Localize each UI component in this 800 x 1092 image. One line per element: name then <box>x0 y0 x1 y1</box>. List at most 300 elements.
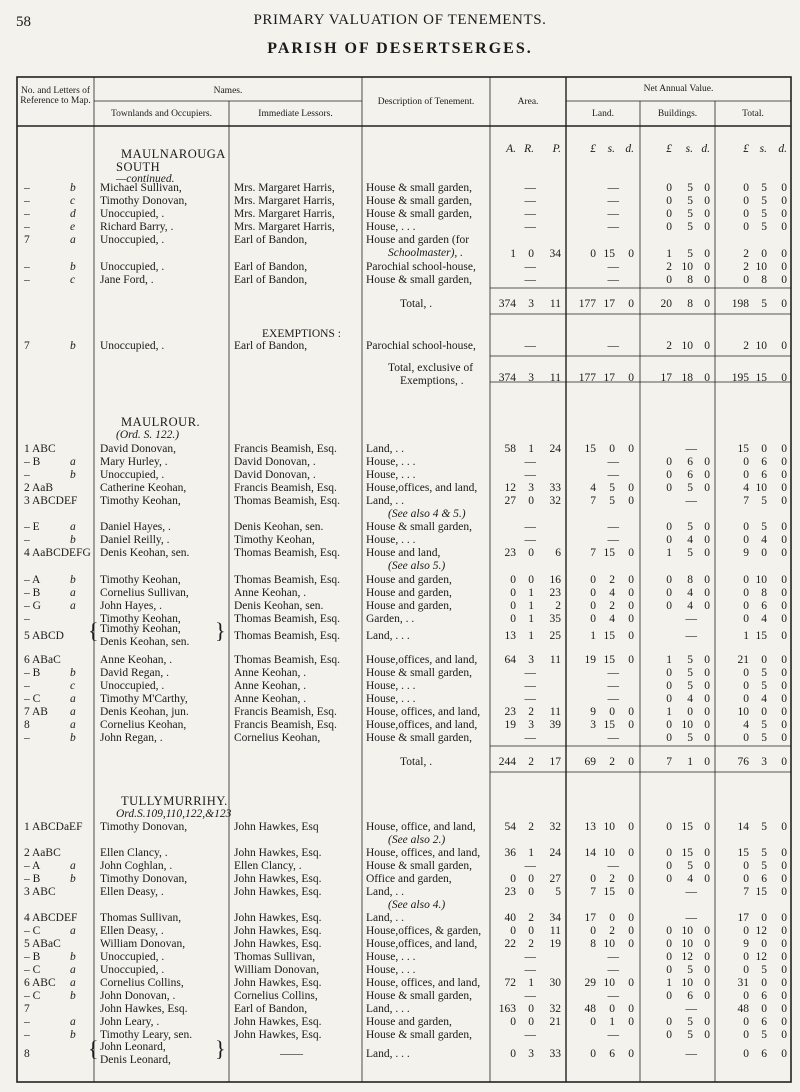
cell-land-1: 0 <box>609 706 615 718</box>
cell-land-2: 0 <box>628 443 634 455</box>
cell-bld-2: 0 <box>704 456 710 468</box>
cell-land-1: 0 <box>609 1003 615 1015</box>
cell-bld-0: 0 <box>666 600 672 612</box>
cell-land-1: 2 <box>609 873 615 885</box>
page-number: 58 <box>16 14 31 30</box>
townland-subline: Ord.S.109,110,122,&123 <box>116 808 232 820</box>
cell-bld-1: 5 <box>687 482 693 494</box>
tenement-description: House and garden (for <box>366 234 470 246</box>
cell-land-0: 7 <box>590 495 596 507</box>
cell-bld-2: 0 <box>704 221 710 233</box>
cell-tot-1: 0 <box>761 977 767 989</box>
cell-bld-0: 0 <box>666 274 672 286</box>
cell-tot-0: 0 <box>743 680 749 692</box>
cell-land-2: 0 <box>628 756 634 768</box>
occupier-name: Mary Hurley, . <box>100 456 168 468</box>
map-letter: b <box>70 732 76 744</box>
map-reference: 3 ABC <box>24 886 56 898</box>
cell-land-2: 0 <box>628 587 634 599</box>
tenement-description: House & small garden, <box>366 182 473 194</box>
cell-bld-1: 4 <box>687 693 693 705</box>
immediate-lessor: David Donovan, . <box>234 469 316 481</box>
cell-land-0: 8 <box>590 938 596 950</box>
cell-land-0: 7 <box>590 886 596 898</box>
map-letter: c <box>70 195 76 207</box>
cell-tot-1: 5 <box>761 667 767 679</box>
occupier-name: Cornelius Keohan, <box>100 719 187 731</box>
cell-tot-1: 5 <box>761 208 767 220</box>
cell-tot-2: 0 <box>781 534 787 546</box>
cell-tot-1: 10 <box>755 261 767 273</box>
cell-tot-0: 0 <box>743 587 749 599</box>
map-letter: a <box>70 234 76 246</box>
tenement-description: House, . . . <box>366 469 416 481</box>
cell-area-0: — <box>524 990 536 1002</box>
cell-land-1: 2 <box>609 574 615 586</box>
map-letter: b <box>70 667 76 679</box>
immediate-lessor: Anne Keohan, . <box>234 587 307 599</box>
occupier-name: Timothy Keohan, <box>100 623 181 635</box>
immediate-lessor: Francis Beamish, Esq. <box>234 482 337 494</box>
cell-tot-0: 0 <box>743 693 749 705</box>
tenement-description: House, offices, and land, <box>366 847 481 859</box>
page-title: PRIMARY VALUATION OF TENEMENTS. <box>253 12 547 28</box>
occupier-name: Unoccupied, . <box>100 680 165 692</box>
cell-area-0: — <box>524 667 536 679</box>
cell-tot-0: 7 <box>743 886 749 898</box>
occupier-name: Timothy Keohan, <box>100 495 181 507</box>
map-letter: b <box>70 1029 76 1041</box>
cell-tot-1: 0 <box>761 1003 767 1015</box>
cell-land-2: 0 <box>628 706 634 718</box>
cell-tot-2: 0 <box>781 719 787 731</box>
cell-area-1: 3 <box>528 654 534 666</box>
immediate-lessor: Timothy Keohan, <box>234 534 315 546</box>
cell-tot-1: 6 <box>761 1048 767 1060</box>
tenement-description: House & small garden, <box>366 195 473 207</box>
total-label: Total, . <box>400 756 433 768</box>
map-reference: – <box>24 613 30 625</box>
cell-area-1: 0 <box>528 1003 534 1015</box>
cell-land-1: — <box>607 182 619 194</box>
cell-land-1: — <box>607 693 619 705</box>
cell-tot-2: 0 <box>781 521 787 533</box>
parish-title: PARISH OF DESERTSERGES. <box>267 40 533 57</box>
cell-bld-2: 0 <box>704 693 710 705</box>
cell-tot-0: 0 <box>743 469 749 481</box>
immediate-lessor: Cornelius Collins, <box>234 990 318 1002</box>
cell-area-1: 0 <box>528 574 534 586</box>
immediate-lessor: Thomas Beamish, Esq. <box>234 574 341 586</box>
cell-bld-1: — <box>685 886 697 898</box>
tenement-description: House, . . . <box>366 456 416 468</box>
map-reference: – <box>24 1029 30 1041</box>
cell-tot-2: 0 <box>781 208 787 220</box>
cell-land-0: 0 <box>590 600 596 612</box>
cell-area-1: 1 <box>528 443 534 455</box>
cell-land-2: 0 <box>628 719 634 731</box>
header-names: Names. <box>213 86 243 96</box>
cell-tot-2: 0 <box>781 443 787 455</box>
immediate-lessor: David Donovan, . <box>234 456 316 468</box>
cell-bld-2: 0 <box>704 534 710 546</box>
cell-tot-1: 6 <box>761 873 767 885</box>
occupier-name: Anne Keohan, . <box>100 654 173 666</box>
cell-bld-0: 0 <box>666 574 672 586</box>
cell-land-1: 6 <box>609 1048 615 1060</box>
cell-area-0: — <box>524 182 536 194</box>
cell-land-0: 4 <box>590 482 596 494</box>
cell-land-1: — <box>607 667 619 679</box>
cell-land-2: 0 <box>628 1016 634 1028</box>
map-reference: – A <box>24 574 41 586</box>
cell-bld-0: 0 <box>666 873 672 885</box>
cell-land-0: 0 <box>590 574 596 586</box>
cell-tot-2: 0 <box>781 574 787 586</box>
cell-tot-0: 0 <box>743 860 749 872</box>
cell-bld-0: 0 <box>666 925 672 937</box>
cell-tot-2: 0 <box>781 938 787 950</box>
cell-bld-1: 6 <box>687 456 693 468</box>
cell-area-2: 27 <box>549 873 561 885</box>
cell-tot-1: 4 <box>761 693 767 705</box>
cell-bld-2: 0 <box>704 587 710 599</box>
cell-land-2: 0 <box>628 1048 634 1060</box>
cell-bld-1: 5 <box>687 182 693 194</box>
cell-bld-2: 0 <box>704 706 710 718</box>
townland-name: TULLYMURRIHY. <box>121 794 228 808</box>
cell-land-1: 4 <box>609 587 615 599</box>
unit-land-2: d. <box>625 143 634 155</box>
townland-subline: SOUTH <box>116 160 161 174</box>
occupier-name: Timothy Donovan, <box>100 195 188 207</box>
cell-tot-0: 2 <box>743 248 749 260</box>
cell-bld-2: 0 <box>704 482 710 494</box>
cell-tot-0: 0 <box>743 574 749 586</box>
cell-bld-0: 0 <box>666 860 672 872</box>
cell-bld-0: 0 <box>666 1029 672 1041</box>
tenement-description: Land, . . . <box>366 1048 410 1060</box>
map-reference: – E <box>24 521 40 533</box>
cell-area-0: — <box>524 951 536 963</box>
cell-area-0: — <box>524 964 536 976</box>
cell-land-1: 0 <box>609 443 615 455</box>
cell-area-0: 0 <box>510 1016 516 1028</box>
cell-tot-0: 0 <box>743 873 749 885</box>
cell-bld-2: 0 <box>704 938 710 950</box>
cell-tot-0: 1 <box>743 630 749 642</box>
total-label: Total, . <box>400 298 433 310</box>
cell-tot-1: 10 <box>755 482 767 494</box>
occupier-name: John Coghlan, . <box>100 860 173 872</box>
immediate-lessor: William Donovan, <box>234 964 320 976</box>
cell-tot-0: 31 <box>737 977 749 989</box>
immediate-lessor: John Hawkes, Esq. <box>234 886 322 898</box>
immediate-lessor: —— <box>280 1048 303 1060</box>
cell-tot-0: 15 <box>737 443 749 455</box>
immediate-lessor: Thomas Beamish, Esq. <box>234 654 341 666</box>
unit-area-1: R. <box>524 143 534 155</box>
map-reference: – <box>24 195 30 207</box>
cell-area-0: — <box>524 521 536 533</box>
cell-tot-2: 0 <box>781 925 787 937</box>
map-reference: – <box>24 1016 30 1028</box>
cell-land-1: 15 <box>603 547 615 559</box>
cell-land-1: — <box>607 990 619 1002</box>
cell-area-0: — <box>524 732 536 744</box>
brace-right: } <box>215 1036 226 1061</box>
header-ref: No. and Letters of Reference to Map. <box>20 86 91 106</box>
cell-land-1: — <box>607 195 619 207</box>
cell-bld-0: 0 <box>666 951 672 963</box>
cell-bld-1: 8 <box>687 274 693 286</box>
cell-bld-2: 0 <box>704 667 710 679</box>
cell-tot-2: 0 <box>781 654 787 666</box>
immediate-lessor: Mrs. Margaret Harris, <box>234 195 335 207</box>
cell-tot-0: 76 <box>737 756 749 768</box>
cell-land-0: 0 <box>590 248 596 260</box>
map-reference: – C <box>24 693 41 705</box>
map-reference: 8 <box>24 719 30 731</box>
map-letter: b <box>70 340 76 352</box>
cell-land-0: 19 <box>584 654 596 666</box>
cell-tot-2: 0 <box>781 630 787 642</box>
tenement-description: House and garden, <box>366 574 452 586</box>
cell-land-1: 10 <box>603 821 615 833</box>
cell-area-1: 0 <box>528 1016 534 1028</box>
cell-area-0: 0 <box>510 1048 516 1060</box>
tenement-description: House & small garden, <box>366 274 473 286</box>
cell-bld-0: 7 <box>666 756 672 768</box>
cell-land-0: 13 <box>584 821 596 833</box>
cell-bld-2: 0 <box>704 208 710 220</box>
tenement-description: Land, . . . <box>366 1003 410 1015</box>
cell-tot-1: 6 <box>761 990 767 1002</box>
cell-bld-0: 0 <box>666 456 672 468</box>
cell-land-1: 10 <box>603 977 615 989</box>
tenement-description-2: (See also 2.) <box>388 834 446 846</box>
cell-bld-1: 5 <box>687 654 693 666</box>
unit-bld-0: £ <box>666 143 672 155</box>
map-letter: a <box>70 693 76 705</box>
cell-land-1: — <box>607 469 619 481</box>
cell-bld-0: 1 <box>666 977 672 989</box>
cell-area-0: 72 <box>504 977 516 989</box>
cell-area-2: 11 <box>549 706 561 718</box>
unit-area-2: P. <box>552 143 561 155</box>
cell-land-1: — <box>607 261 619 273</box>
cell-tot-2: 0 <box>781 977 787 989</box>
cell-area-0: 36 <box>504 847 516 859</box>
cell-area-2: 33 <box>549 1048 561 1060</box>
map-reference: – C <box>24 925 41 937</box>
cell-tot-2: 0 <box>781 1016 787 1028</box>
immediate-lessor: Francis Beamish, Esq. <box>234 706 337 718</box>
cell-area-0: 64 <box>504 654 516 666</box>
cell-land-0: 7 <box>590 547 596 559</box>
cell-bld-2: 0 <box>704 1016 710 1028</box>
cell-tot-0: 0 <box>743 667 749 679</box>
cell-tot-2: 0 <box>781 873 787 885</box>
tenement-description: House & small garden, <box>366 1029 473 1041</box>
occupier-name: Timothy Keohan, <box>100 574 181 586</box>
cell-bld-1: 15 <box>681 821 693 833</box>
cell-tot-2: 0 <box>781 547 787 559</box>
unit-tot-2: d. <box>778 143 787 155</box>
tenement-description: House, offices, and land, <box>366 706 481 718</box>
cell-area-0: 0 <box>510 574 516 586</box>
immediate-lessor: John Hawkes, Esq. <box>234 912 322 924</box>
cell-bld-0: 0 <box>666 521 672 533</box>
cell-tot-0: 9 <box>743 547 749 559</box>
townland-name: MAULROUR. <box>121 415 201 429</box>
map-reference: 1 ABC <box>24 443 56 455</box>
immediate-lessor: John Hawkes, Esq. <box>234 938 322 950</box>
cell-bld-2: 0 <box>704 521 710 533</box>
cell-bld-0: 0 <box>666 208 672 220</box>
map-reference: – <box>24 274 30 286</box>
cell-area-2: 11 <box>549 654 561 666</box>
cell-land-1: 5 <box>609 495 615 507</box>
cell-tot-2: 0 <box>781 469 787 481</box>
immediate-lessor: Mrs. Margaret Harris, <box>234 208 335 220</box>
cell-bld-2: 0 <box>704 340 710 352</box>
cell-area-0: — <box>524 195 536 207</box>
cell-tot-1: 0 <box>761 938 767 950</box>
cell-bld-0: 1 <box>666 706 672 718</box>
cell-tot-0: 0 <box>743 456 749 468</box>
map-letter: a <box>70 456 76 468</box>
cell-tot-1: 15 <box>755 630 767 642</box>
tenement-description: House and garden, <box>366 1016 452 1028</box>
header-land: Land. <box>592 109 614 119</box>
occupier-name: Cornelius Collins, <box>100 977 184 989</box>
cell-tot-0: 0 <box>743 732 749 744</box>
cell-bld-1: 15 <box>681 847 693 859</box>
immediate-lessor: Denis Keohan, sen. <box>234 600 324 612</box>
cell-tot-2: 0 <box>781 248 787 260</box>
cell-area-1: 3 <box>528 298 534 310</box>
exemptions-label: EXEMPTIONS : <box>262 328 341 340</box>
cell-bld-1: — <box>685 495 697 507</box>
cell-land-1: — <box>607 534 619 546</box>
cell-tot-1: 5 <box>761 732 767 744</box>
cell-area-1: 1 <box>528 977 534 989</box>
cell-land-1: 10 <box>603 938 615 950</box>
cell-land-2: 0 <box>628 938 634 950</box>
tenement-description: House, . . . <box>366 951 416 963</box>
cell-tot-1: 5 <box>761 298 767 310</box>
immediate-lessor: Mrs. Margaret Harris, <box>234 182 335 194</box>
map-reference: 4 AaBCDEFG <box>24 547 91 559</box>
cell-bld-0: 0 <box>666 534 672 546</box>
immediate-lessor: Thomas Beamish, Esq. <box>234 547 341 559</box>
cell-tot-1: 8 <box>761 274 767 286</box>
cell-tot-2: 0 <box>781 756 787 768</box>
cell-land-0: 15 <box>584 443 596 455</box>
occupier-name: Unoccupied, . <box>100 234 165 246</box>
header-net-value: Net Annual Value. <box>643 84 714 94</box>
cell-land-1: 15 <box>603 654 615 666</box>
map-letter: b <box>70 951 76 963</box>
cell-tot-1: 3 <box>761 756 767 768</box>
cell-tot-2: 0 <box>781 372 787 384</box>
cell-tot-0: 2 <box>743 340 749 352</box>
cell-tot-0: 0 <box>743 613 749 625</box>
occupier-name: David Donovan, <box>100 443 177 455</box>
cell-land-1: 0 <box>609 912 615 924</box>
map-letter: b <box>70 261 76 273</box>
cell-bld-0: 0 <box>666 938 672 950</box>
occupier-name: John Leary, . <box>100 1016 160 1028</box>
occupier-name: Daniel Hayes, . <box>100 521 171 533</box>
immediate-lessor: John Hawkes, Esq. <box>234 873 322 885</box>
cell-tot-0: 9 <box>743 938 749 950</box>
map-letter: a <box>70 977 76 989</box>
cell-land-1: 2 <box>609 756 615 768</box>
cell-tot-1: 8 <box>761 587 767 599</box>
map-reference: – B <box>24 951 41 963</box>
cell-tot-0: 0 <box>743 182 749 194</box>
tenement-description: House, office, and land, <box>366 821 476 833</box>
cell-land-0: 177 <box>578 298 596 310</box>
cell-land-0: 1 <box>590 630 596 642</box>
occupier-name: Ellen Deasy, . <box>100 886 164 898</box>
immediate-lessor: Cornelius Keohan, <box>234 732 321 744</box>
cell-area-0: 23 <box>504 886 516 898</box>
cell-area-0: 23 <box>504 706 516 718</box>
cell-land-0: 14 <box>584 847 596 859</box>
cell-area-0: 12 <box>504 482 516 494</box>
cell-area-0: 163 <box>498 1003 516 1015</box>
cell-area-0: 19 <box>504 719 516 731</box>
cell-land-1: — <box>607 732 619 744</box>
brace-right: } <box>215 618 226 643</box>
cell-bld-0: 0 <box>666 482 672 494</box>
map-letter: a <box>70 860 76 872</box>
cell-land-0: 0 <box>590 1048 596 1060</box>
map-reference: – C <box>24 964 41 976</box>
cell-tot-2: 0 <box>781 847 787 859</box>
cell-tot-1: 0 <box>761 248 767 260</box>
immediate-lessor: John Hawkes, Esq. <box>234 847 322 859</box>
cell-tot-0: 15 <box>737 847 749 859</box>
cell-bld-1: 5 <box>687 680 693 692</box>
cell-area-0: — <box>524 208 536 220</box>
brace-left: { <box>88 618 99 643</box>
occupier-name: Cornelius Sullivan, <box>100 587 189 599</box>
cell-tot-2: 0 <box>781 456 787 468</box>
cell-area-0: 58 <box>504 443 516 455</box>
tenement-description: Land, . . <box>366 443 405 455</box>
map-reference: 7 AB <box>24 706 48 718</box>
occupier-name: David Regan, . <box>100 667 169 679</box>
cell-tot-0: 0 <box>743 1048 749 1060</box>
cell-bld-1: 6 <box>687 469 693 481</box>
occupier-name: John Regan, . <box>100 732 163 744</box>
map-reference: – <box>24 469 30 481</box>
cell-area-0: 13 <box>504 630 516 642</box>
cell-bld-1: 10 <box>681 261 693 273</box>
cell-tot-0: 0 <box>743 1029 749 1041</box>
cell-tot-2: 0 <box>781 182 787 194</box>
occupier-name: Richard Barry, . <box>100 221 174 233</box>
cell-bld-2: 0 <box>704 195 710 207</box>
cell-area-2: 32 <box>549 1003 561 1015</box>
cell-tot-2: 0 <box>781 261 787 273</box>
cell-bld-1: 10 <box>681 340 693 352</box>
cell-tot-2: 0 <box>781 495 787 507</box>
